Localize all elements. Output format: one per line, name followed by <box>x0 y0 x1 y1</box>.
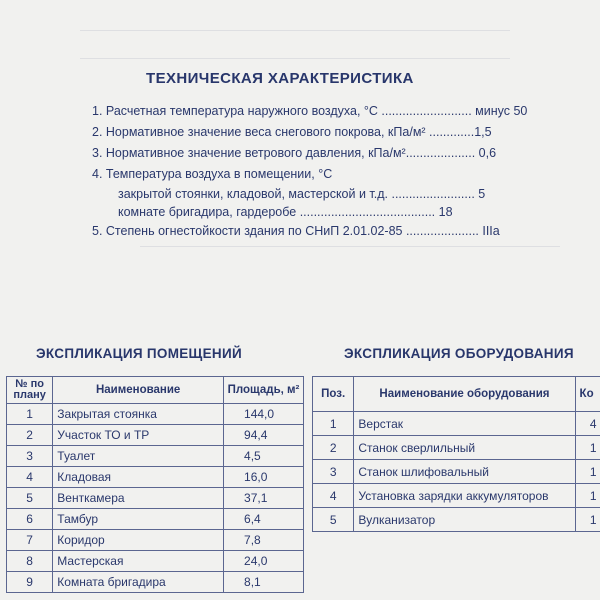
table-row <box>313 460 600 484</box>
equipment-table <box>312 376 600 532</box>
tech-spec-subitem: комнате бригадира, гардеробе ....................................... 18 <box>118 205 453 219</box>
room-name: Участок ТО и ТР <box>53 425 224 446</box>
tech-spec-item: 2. Нормативное значение веса снегового покрова, кПа/м² .............1,5 <box>92 125 492 139</box>
room-area: 24,0 <box>224 551 304 572</box>
tech-spec-item: 5. Степень огнестойкости здания по СНиП 2.01.02-85 ..................... IIIa <box>92 224 500 238</box>
room-num: 5 <box>7 488 53 509</box>
room-name: Мастерская <box>53 551 224 572</box>
equipment-qty: 1 <box>575 508 600 532</box>
room-name: Коридор <box>53 530 224 551</box>
tech-spec-item: 4. Температура воздуха в помещении, °С <box>92 167 333 181</box>
room-num: 1 <box>7 404 53 425</box>
equipment-header-name: Наименование оборудования <box>354 377 575 412</box>
equipment-qty: 1 <box>575 484 600 508</box>
room-num: 2 <box>7 425 53 446</box>
equipment-qty: 4 <box>575 412 600 436</box>
room-num: 3 <box>7 446 53 467</box>
room-name: Венткамера <box>53 488 224 509</box>
room-area: 7,8 <box>224 530 304 551</box>
equipment-qty: 1 <box>575 460 600 484</box>
equipment-name: Установка зарядки аккумуляторов <box>354 484 575 508</box>
equipment-name: Станок сверлильный <box>354 436 575 460</box>
tech-spec-title: ТЕХНИЧЕСКАЯ ХАРАКТЕРИСТИКА <box>146 70 414 87</box>
table-row <box>313 412 600 436</box>
equipment-qty: 1 <box>575 436 600 460</box>
equipment-pos: 1 <box>313 412 354 436</box>
room-num: 8 <box>7 551 53 572</box>
tech-spec-item: 3. Нормативное значение ветрового давления, кПа/м².................... 0,6 <box>92 146 497 160</box>
equipment-pos: 4 <box>313 484 354 508</box>
equipment-name: Вулканизатор <box>354 508 575 532</box>
tech-spec-subitem: закрытой стоянки, кладовой, мастерской и т.д. ........................ 5 <box>118 187 486 201</box>
tech-spec-item: 1. Расчетная температура наружного воздуха, °С .......................... минус 50 <box>92 104 528 118</box>
room-area: 94,4 <box>224 425 304 446</box>
room-name: Комната бригадира <box>53 572 224 593</box>
room-num: 4 <box>7 467 53 488</box>
room-area: 37,1 <box>224 488 304 509</box>
room-name: Кладовая <box>53 467 224 488</box>
rooms-title: ЭКСПЛИКАЦИЯ ПОМЕЩЕНИЙ <box>36 346 242 361</box>
equipment-header-qty: Ко <box>575 377 600 412</box>
room-name: Туалет <box>53 446 224 467</box>
equipment-pos: 2 <box>313 436 354 460</box>
room-area: 4,5 <box>224 446 304 467</box>
rooms-header-area: Площадь, м² <box>224 377 304 404</box>
table-row <box>313 484 600 508</box>
table-row <box>313 508 600 532</box>
rooms-header-num: № по плану <box>7 377 53 404</box>
room-area: 8,1 <box>224 572 304 593</box>
equipment-name: Станок шлифовальный <box>354 460 575 484</box>
rooms-header-name: Наименование <box>53 377 224 404</box>
equipment-name: Верстак <box>354 412 575 436</box>
equipment-title: ЭКСПЛИКАЦИЯ ОБОРУДОВАНИЯ <box>344 346 574 361</box>
room-area: 6,4 <box>224 509 304 530</box>
room-area: 144,0 <box>224 404 304 425</box>
equipment-pos: 5 <box>313 508 354 532</box>
table-row <box>313 436 600 460</box>
equipment-header-row <box>313 377 600 412</box>
room-num: 6 <box>7 509 53 530</box>
equipment-pos: 3 <box>313 460 354 484</box>
equipment-header-pos: Поз. <box>313 377 354 412</box>
room-num: 9 <box>7 572 53 593</box>
room-name: Тамбур <box>53 509 224 530</box>
room-area: 16,0 <box>224 467 304 488</box>
room-name: Закрытая стоянка <box>53 404 224 425</box>
room-num: 7 <box>7 530 53 551</box>
